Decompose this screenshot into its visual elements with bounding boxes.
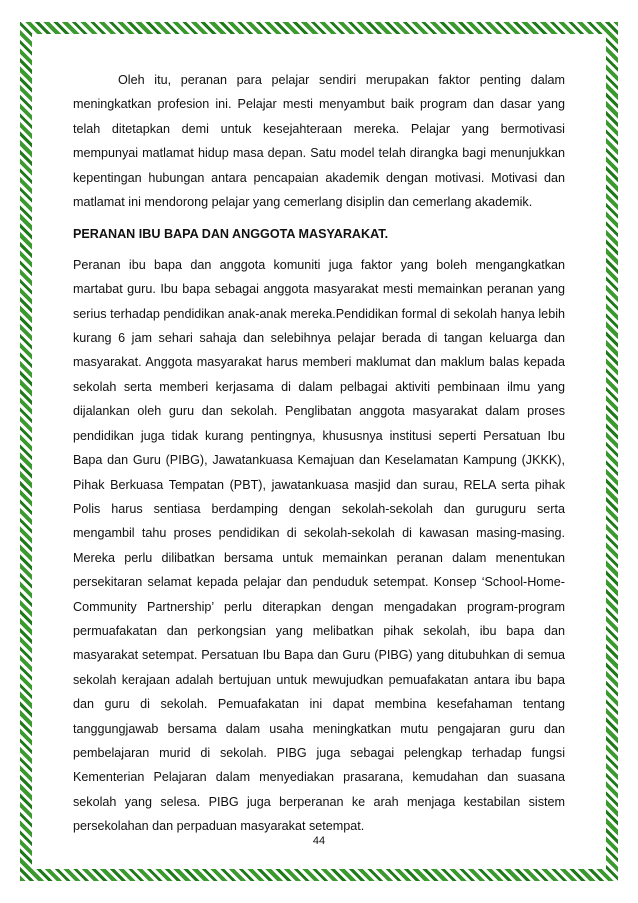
section-heading: PERANAN IBU BAPA DAN ANGGOTA MASYARAKAT.: [73, 227, 389, 242]
page-number: 44: [312, 835, 326, 847]
paragraph-students-role: Oleh itu, peranan para pelajar sendiri merupakan faktor penting dalam meningkatkan profesion ini. Pelajar mesti menyambut baik program dan dasar yang telah ditetapkan demi untuk kesejahteraan mereka. Pelajar yang bermotivasi mempunyai matlamat hidup masa depan. Satu model telah dirangka bagi menunjukkan kepentingan hubungan antara pencapaian akademik dengan motivasi. Motivasi dan matlamat ini mendorong pelajar yang cemerlang disiplin dan cemerlang akademik.: [73, 73, 565, 210]
page-body: [73, 68, 565, 839]
paragraph-parents-community: Peranan ibu bapa dan anggota komuniti juga faktor yang boleh mengangkatkan martabat guru. Ibu bapa sebagai anggota masyarakat mesti memainkan peranan yang serius terhadap pendidikan anak-anak mereka.Pendidikan formal di sekolah hanya lebih kurang 6 jam sehari sahaja dan selebihnya pelajar berada di tangan keluarga dan masyarakat. Anggota masyarakat harus memberi maklumat dan maklum balas kepada sekolah serta memberi kerjasama di dalam pelbagai aktiviti pembinaan ilmu yang dijalankan oleh guru dan sekolah. Penglibatan anggota masyarakat dalam proses pendidikan juga tidak kurang pentingnya, khususnya institusi seperti Persatuan Ibu Bapa dan Guru (PIBG), Jawatankuasa Kemajuan dan Keselamatan Kampung (JKKK), Pihak Berkuasa Tempatan (PBT), jawatankuasa masjid dan surau, RELA serta pihak Polis harus sentiasa berdamping dengan sekolah-sekolah dan guruguru serta mengambil tahu proses pendidikan di sekolah-sekolah di kawasan masing-masing. Mereka perlu dilibatkan bersama untuk memainkan peranan dalam menentukan persekitaran selamat kepada pelajar dan penduduk setempat. Konsep ‘School-Home-Community Partnership’ perlu diterapkan dengan mengadakan program-program permuafakatan dan perkongsian yang melibatkan pihak sekolah, ibu bapa dan masyarakat setempat. Persatuan Ibu Bapa dan Guru (PIBG) yang ditubuhkan di semua sekolah kerajaan adalah bertujuan untuk mewujudkan pemuafakatan antara ibu bapa dan guru di sekolah. Pemuafakatan ini dapat membina kesefahaman tentang tanggungjawab bersama dalam usaha meningkatkan mutu pengajaran guru dan pembelajaran murid di sekolah. PIBG juga sebagai pelengkap terhadap fungsi Kementerian Pelajaran dalam menyediakan prasarana, kemudahan dan suasana sekolah yang selesa. PIBG juga berperanan ke arah menjaga kestabilan sistem persekolahan dan perpaduan masyarakat setempat.: [73, 257, 565, 834]
